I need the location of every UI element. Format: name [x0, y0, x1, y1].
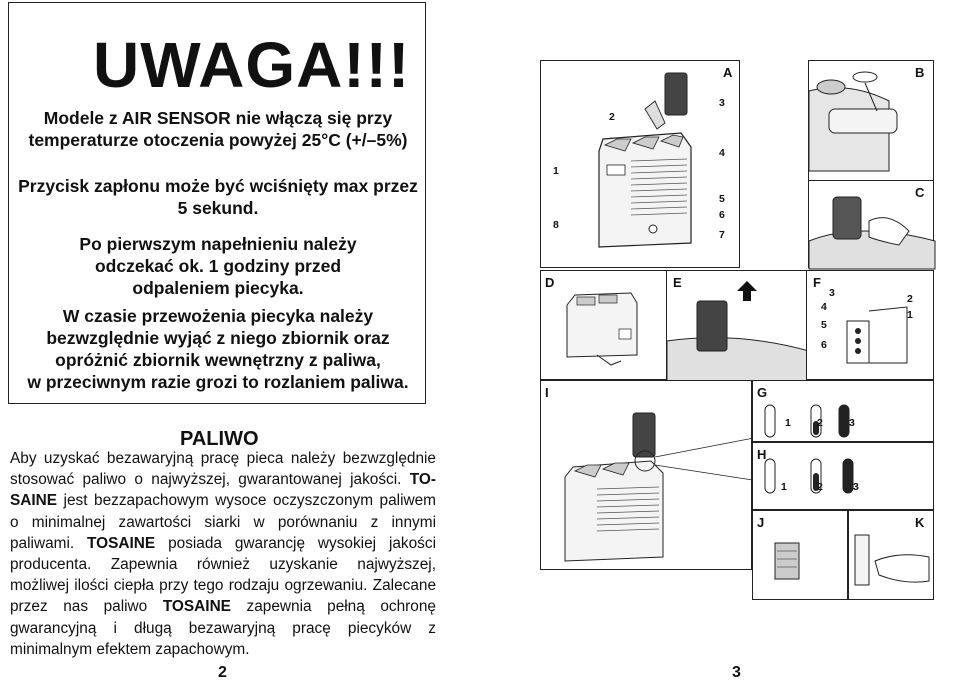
callout-g-1: 1 [785, 417, 791, 429]
fuel-brand-3: TOSAINE [162, 598, 231, 616]
fuel-heading: PALIWO [180, 428, 259, 450]
tank-insert-drawing [809, 181, 935, 269]
figure-d-label: D [545, 275, 555, 290]
figure-k [848, 510, 934, 600]
figure-b [808, 60, 934, 182]
figure-b-label: B [915, 65, 925, 80]
fuel-paragraph [10, 448, 436, 660]
figure-j [752, 510, 848, 600]
figure-c-label: C [915, 185, 925, 200]
figure-j-label: J [757, 515, 765, 530]
figure-d [540, 270, 668, 380]
callout-f-6: 6 [821, 339, 827, 351]
fuel-brand-2: TOSAINE [87, 534, 156, 552]
fuel-text-2: jest bezzapachowym wysoce oczyszczonym paliwem o minimalnej zawartości siarki w porównaniu z innymi paliwami. [10, 492, 436, 552]
warning-paragraph-transport: W czasie przewożenia piecyka należy bezwzględnie wyjąć z niego zbiornik oraz opróżnić zbiornik wewnętrzny z paliwa, w przeciwnym razie grozi to rozlaniem paliwa. [27, 306, 409, 392]
figure-h [752, 442, 934, 510]
page-number-right: 3 [732, 664, 741, 681]
heater-gauge-drawing [541, 381, 753, 571]
figure-k-label: K [915, 515, 925, 530]
callout-h-1: 1 [781, 481, 787, 493]
figure-e [666, 270, 808, 380]
callout-f-3: 3 [829, 287, 835, 299]
heater-drawing [541, 61, 741, 269]
callout-f-1: 1 [907, 309, 913, 321]
fuel-text-4: zapewnia pełną ochronę gwarancyjną i długą bezawaryjną pracę piecyków z minimalnym efektem zapachowym. [10, 598, 436, 658]
callout-f-2: 2 [907, 293, 913, 305]
callout-h-3: 3 [853, 481, 859, 493]
tank-cap-drawing [809, 61, 935, 183]
figure-h-label: H [757, 447, 767, 462]
tank-removal-drawing [667, 271, 809, 381]
figure-i [540, 380, 752, 570]
callout-h-2: 2 [817, 481, 823, 493]
callout-a-3: 3 [719, 97, 725, 109]
fuel-text-1: Aby uzyskać bezawaryjną pracę pieca należy bezwzględnie stosować paliwo o najwyższej, gwarantowanej jakości. [10, 450, 436, 489]
figure-f [806, 270, 934, 380]
callout-a-5: 5 [719, 193, 725, 205]
warning-box [8, 2, 426, 404]
figure-e-label: E [673, 275, 682, 290]
callout-a-6: 6 [719, 209, 725, 221]
warning-paragraph-air-sensor: Modele z AIR SENSOR nie włączą się przy temperaturze otoczenia powyżej 25°C (+/–5%) [28, 108, 408, 150]
heater-small-drawing [541, 271, 669, 381]
figure-g [752, 380, 934, 442]
callout-f-5: 5 [821, 319, 827, 331]
figure-a-label: A [723, 65, 733, 80]
figure-a [540, 60, 740, 268]
page-number-left: 2 [218, 664, 227, 681]
fuel-gauge-states-drawing [753, 381, 935, 443]
warning-heading: UWAGA!!! [93, 29, 411, 101]
callout-f-4: 4 [821, 301, 827, 313]
fuel-text-3: posiada gwarancję wysokiej jakości producenta. Zapewnia również uzyskanie najwyższej, możliwej ilości ciepła przy tego rodzaju ogrzewaniu. Zalecane przez nas paliwo [10, 534, 436, 616]
callout-a-2: 2 [609, 111, 615, 123]
figure-f-label: F [813, 275, 821, 290]
hand-cleaning-drawing [849, 511, 935, 601]
fuel-gauge-states-drawing-h [753, 443, 935, 511]
figure-c [808, 180, 934, 268]
figure-g-label: G [757, 385, 768, 400]
warning-paragraph-ignition: Przycisk zapłonu może być wciśnięty max przez 5 sekund. [18, 176, 418, 218]
callout-g-3: 3 [849, 417, 855, 429]
callout-a-1: 1 [553, 165, 559, 177]
warning-paragraph-first-fill: Po pierwszym napełnieniu należy odczekać ok. 1 godziny przed odpaleniem piecyka. [79, 234, 357, 298]
filter-drawing [753, 511, 849, 601]
figure-i-label: I [545, 385, 549, 400]
callout-a-7: 7 [719, 229, 725, 241]
callout-a-4: 4 [719, 147, 725, 159]
callout-a-8: 8 [553, 219, 559, 231]
fuel-brand-1: TO-SAINE [10, 471, 436, 510]
callout-g-2: 2 [817, 417, 823, 429]
